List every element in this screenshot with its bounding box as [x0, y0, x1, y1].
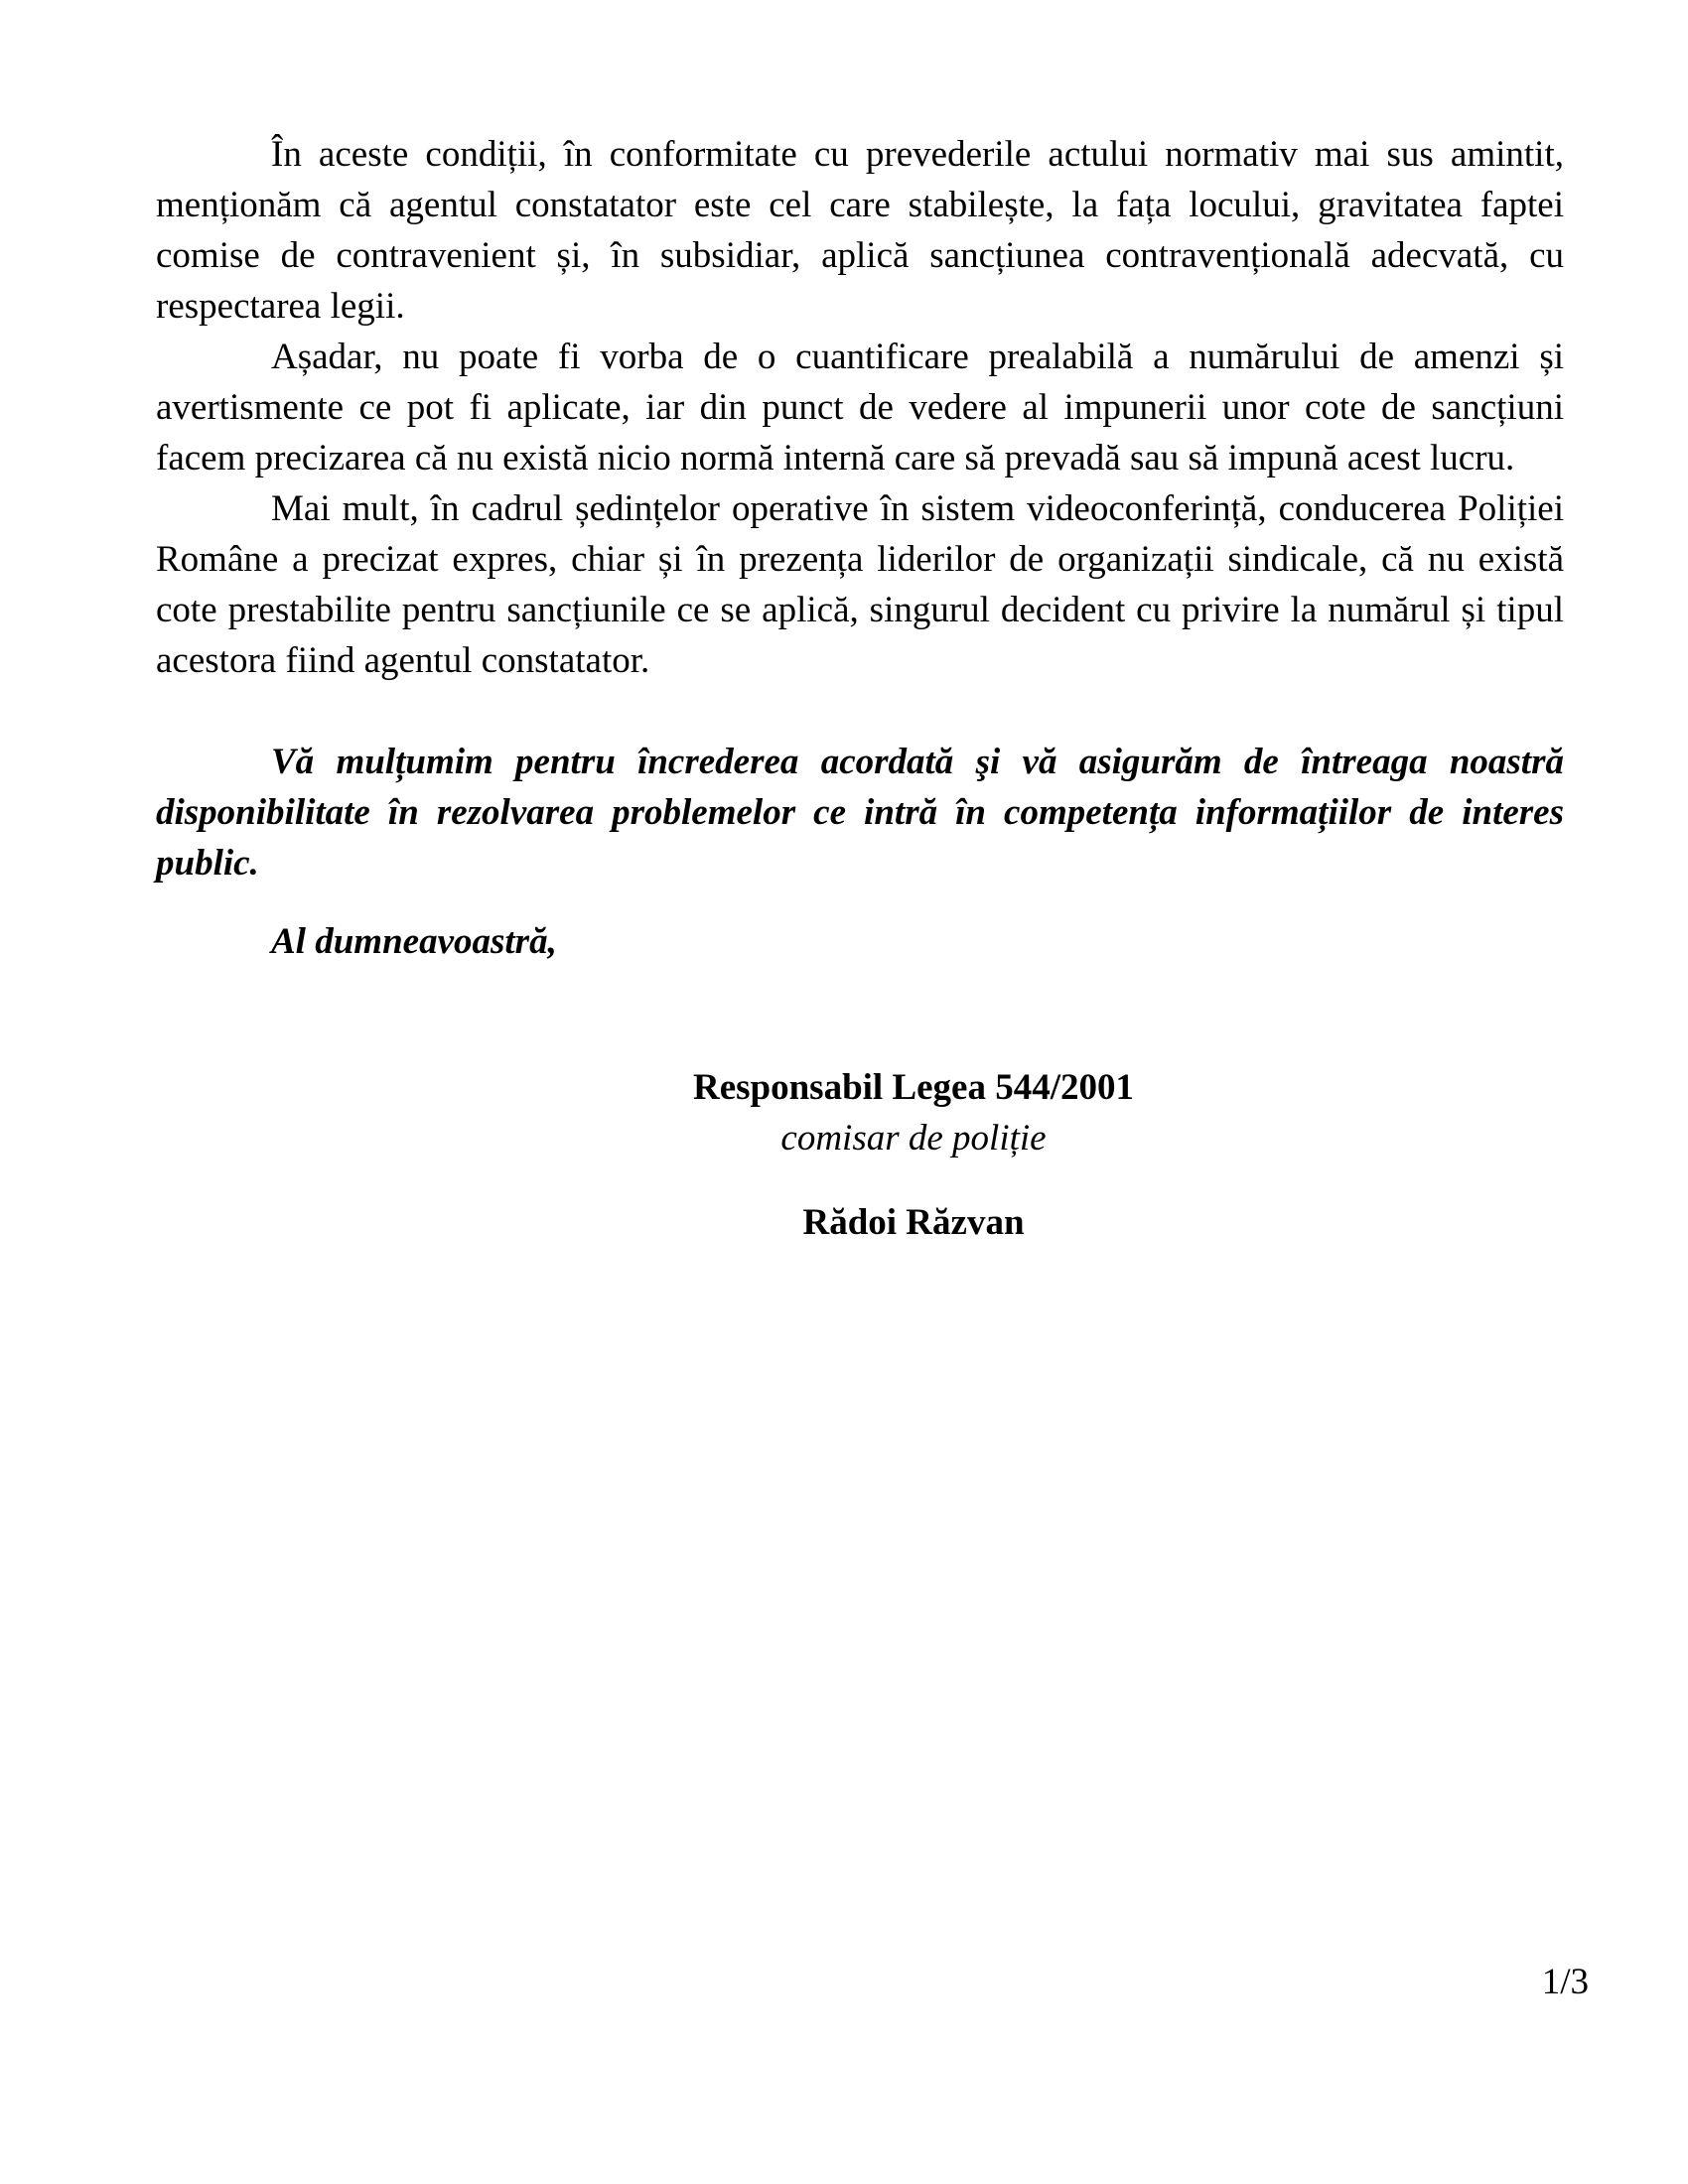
signature-block [139, 1062, 1688, 1248]
closing-paragraph: Vă mulțumim pentru încrederea acordată şi vă asigurăm de întreaga noastră disponibilitate în rezolvarea problemelor ce intră în competența informațiilor de interes public. [156, 742, 1564, 884]
letter-body [156, 129, 1564, 967]
signature-role: Responsabil Legea 544/2001 [692, 1067, 1135, 1108]
paragraph-mai-mult: Mai mult, în cadrul ședințelor operative în sistem videoconferință, conducerea Poliției Române a precizat expres, chiar și în prezența liderilor de organizații sindicale, că nu există cote prestabilite pentru sancțiunile ce se aplică, singurul decident cu privire la numărul și tipul acestora fiind agentul constatator. [156, 488, 1564, 681]
paragraph-asadar: Așadar, nu poate fi vorba de o cuantificare prealabilă a numărului de amenzi și avertismente ce pot fi aplicate, iar din punct de vedere al impunerii unor cote de sancțiuni facem precizarea că nu există nicio normă internă care să prevadă sau să impună acest lucru. [156, 337, 1564, 478]
page-number: 1/3 [1541, 1962, 1589, 2002]
paragraph-conditions: În aceste condiții, în conformitate cu prevederile actului normativ mai sus amintit, menționăm că agentul constatator este cel care stabilește, la fața locului, gravitatea faptei comise de contravenient și, în subsidiar, aplică sancțiunea contravențională adecvată, cu respectarea legii. [156, 134, 1564, 327]
salutation: Al dumneavoastră, [271, 921, 557, 962]
signature-name: Rădoi Răzvan [802, 1202, 1025, 1243]
signature-rank: comisar de poliție [780, 1118, 1047, 1159]
